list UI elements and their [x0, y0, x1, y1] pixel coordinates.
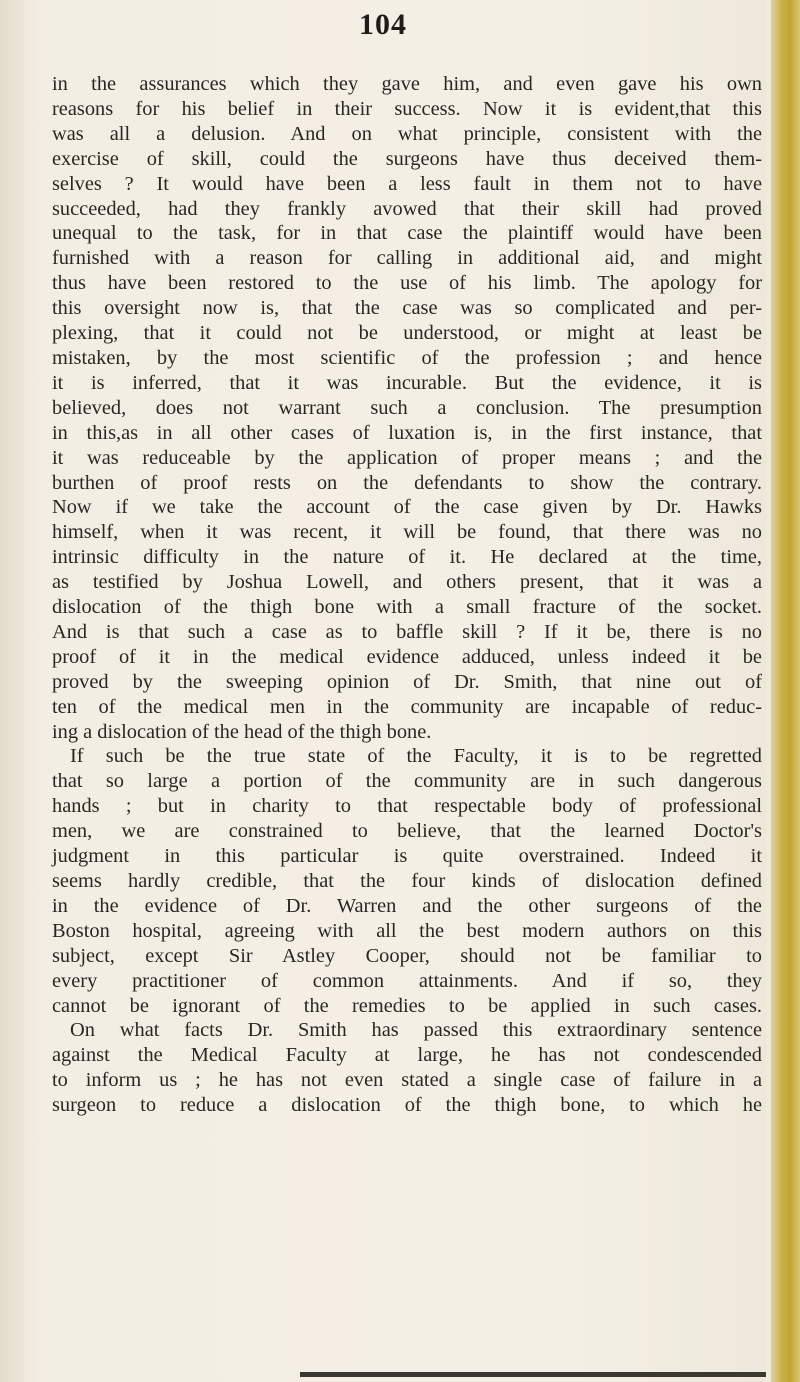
text-line: that so large a portion of the community are in such dangerous — [52, 770, 762, 793]
text-line: plexing, that it could not be understood, or might at least be — [52, 322, 762, 345]
text-line: ing a dislocation of the head of the thigh bone. — [52, 720, 432, 743]
text-line: believed, does not warrant such a conclusion. The presumption — [52, 396, 762, 419]
text-line: Boston hospital, agreeing with all the best modern authors on this — [52, 919, 762, 942]
text-line: in the evidence of Dr. Warren and the other surgeons of the — [52, 894, 762, 917]
text-line: in this,as in all other cases of luxation is, in the first instance, that — [52, 421, 762, 444]
gilded-page-edge — [766, 0, 800, 1382]
text-line: proof of it in the medical evidence adduced, unless indeed it be — [52, 645, 762, 668]
text-line: this oversight now is, that the case was so complicated and per- — [52, 297, 762, 320]
text-line: succeeded, had they frankly avowed that their skill had proved — [52, 197, 762, 220]
text-line: cannot be ignorant of the remedies to be applied in such cases. — [52, 994, 762, 1017]
page-number: 104 — [359, 8, 407, 41]
text-line: subject, except Sir Astley Cooper, should not be familiar to — [52, 944, 762, 967]
text-line: exercise of skill, could the surgeons have thus deceived them- — [52, 147, 762, 170]
text-line: it was reduceable by the application of proper means ; and the — [52, 446, 762, 469]
text-line: judgment in this particular is quite overstrained. Indeed it — [52, 845, 762, 868]
text-line: dislocation of the thigh bone with a small fracture of the socket. — [52, 596, 762, 619]
text-line: himself, when it was recent, it will be found, that there was no — [52, 521, 762, 544]
text-line: And is that such a case as to baffle skill ? If it be, there is no — [52, 620, 762, 643]
body-text — [52, 72, 762, 1118]
text-line: thus have been restored to the use of his limb. The apology for — [52, 272, 762, 295]
text-line: was all a delusion. And on what principle, consistent with the — [52, 122, 762, 145]
text-line: unequal to the task, for in that case the plaintiff would have been — [52, 222, 762, 245]
text-line: On what facts Dr. Smith has passed this extraordinary sentence — [70, 1019, 762, 1042]
text-line: If such be the true state of the Faculty, it is to be regretted — [70, 745, 762, 768]
text-line: to inform us ; he has not even stated a single case of failure in a — [52, 1069, 762, 1092]
text-line: intrinsic difficulty in the nature of it. He declared at the time, — [52, 546, 762, 569]
paragraph-1 — [52, 72, 762, 744]
text-line: every practitioner of common attainments. And if so, they — [52, 969, 762, 992]
text-line: burthen of proof rests on the defendants to show the contrary. — [52, 471, 762, 494]
text-line: against the Medical Faculty at large, he has not condescended — [52, 1044, 762, 1067]
text-line: selves ? It would have been a less fault in them not to have — [52, 172, 762, 195]
bottom-edge-rule — [300, 1372, 766, 1377]
text-line: in the assurances which they gave him, and even gave his own — [52, 73, 762, 95]
text-line: Now if we take the account of the case given by Dr. Hawks — [52, 496, 762, 519]
text-line: seems hardly credible, that the four kinds of dislocation defined — [52, 870, 762, 892]
text-line: as testified by Joshua Lowell, and others present, that it was a — [52, 571, 762, 594]
text-line: proved by the sweeping opinion of Dr. Smith, that nine out of — [52, 670, 762, 693]
gutter-shadow — [0, 0, 28, 1382]
paragraph-2 — [52, 744, 762, 1118]
text-line: furnished with a reason for calling in additional aid, and might — [52, 247, 762, 270]
text-line: ten of the medical men in the community are incapable of reduc- — [52, 695, 762, 718]
text-line: reasons for his belief in their success. Now it is evident,that this — [52, 97, 762, 120]
text-line: hands ; but in charity to that respectable body of professional — [52, 795, 762, 818]
text-line: surgeon to reduce a dislocation of the thigh bone, to which he — [52, 1094, 762, 1117]
text-line: it is inferred, that it was incurable. But the evidence, it is — [52, 371, 762, 394]
text-line: mistaken, by the most scientific of the profession ; and hence — [52, 346, 762, 369]
text-line: men, we are constrained to believe, that the learned Doctor's — [52, 820, 762, 843]
